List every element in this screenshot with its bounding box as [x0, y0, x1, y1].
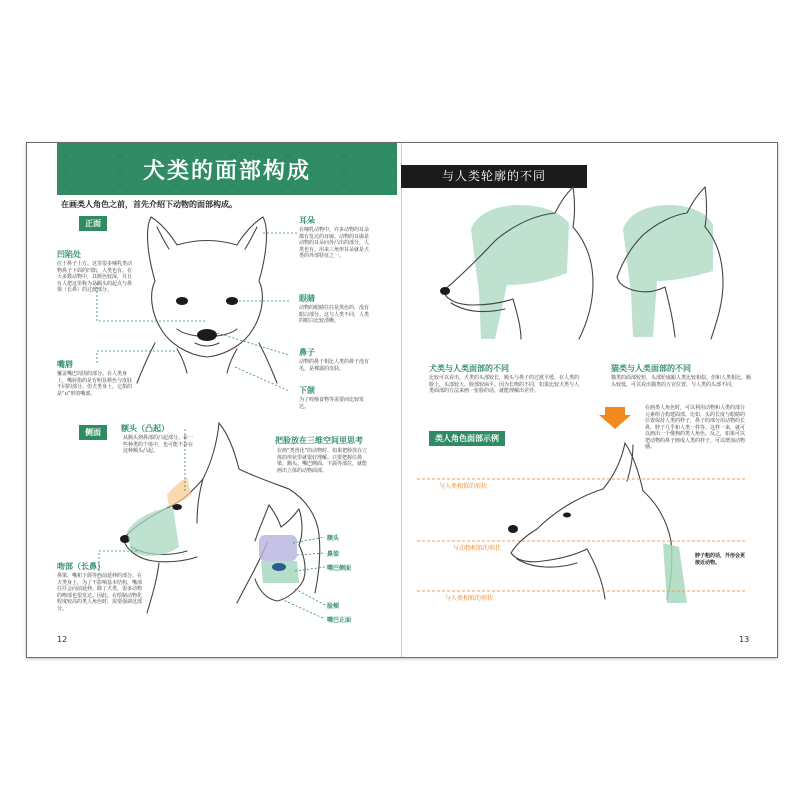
label-eye: 眼睛 — [299, 294, 315, 303]
example-tag: 类人角色面部示例 — [429, 431, 505, 446]
example-note: 在画类人角色时，可以利用动物和人类的部分元素组合构建面部。比如，头的长度与眼睛的位置保持人类的样子，鼻子的部分用动物的长鼻，脖子几乎和人类一样等。这样一来，就可以画出一个像狗的类人角色。反之，如果可以把动物的鼻子画成人类的样子，可以增加动物感。 — [645, 405, 746, 450]
guide-label-human-2: 与人类相似的形状 — [445, 595, 494, 602]
guide-label-animal: 与动物相似的形状 — [453, 545, 502, 552]
note-stop: 位于鼻子上方。这里很多哺乳类动物鼻子下面的凹陷，人类也有。在大多数动物中，其颜色较深，并且有人把这里称为是额头的起点与鼻梁（长鼻）的过渡部分。 — [57, 261, 133, 293]
label-stop: 凹陷处 — [57, 250, 81, 259]
label-think-3d: 把脸放在三维空间里思考 — [275, 436, 363, 445]
small-label-forehead: 额头 — [327, 535, 340, 542]
page-number-right: 13 — [739, 635, 750, 644]
note-think-3d: 在画“类兽化”的动物时，如果把脸放在立体的形状里就很好理解。只要把握住鼻梁、额头、嘴巴侧面、下颌等部位，就能画出立体的动物面部。 — [277, 448, 368, 474]
front-view-tag: 正面 — [79, 216, 107, 231]
small-label-mouth-side: 嘴巴侧面 — [327, 565, 352, 572]
label-jaw: 下颌 — [299, 386, 315, 395]
label-ear: 耳朵 — [299, 216, 315, 225]
small-label-bridge: 鼻梁 — [327, 551, 340, 558]
small-label-mouth-front: 嘴巴正面 — [327, 617, 352, 624]
note-muzzle: 鼻梁、嘴和下颌等向前延伸的部分。在犬类身上，为了不影响基本结构，嘴部往往会向前延伸。除了犬类，很多动物的吻部也很发达。因此，在绘制动物化程度较高的类人角色时，需要强调这部分。 — [57, 573, 143, 612]
label-mouth: 嘴唇 — [57, 360, 73, 369]
caption-cat-vs-human: 猫类与人类面部的不同 — [611, 364, 691, 373]
note-mouth: 覆盖嘴巴周围的部分。在人类身上，嘴唇指的是有明显颜色与皮肤不同的部分。但犬类身上，它指的是“u”形的嘴部。 — [57, 371, 133, 397]
note-cat-vs-human: 猫类的面部较短，头部轮廓跟人类比较相似。但和人类相比，额头较低，可以看出猫类的五官位置，与人类的头部不同。 — [611, 375, 752, 388]
caption-dog-vs-human: 犬类与人类面部的不同 — [429, 364, 509, 373]
note-dog-vs-human: 比较可以看出，犬类的头部较长，额头与鼻子的过渡平缓。在人类的脸上，头部较大，脸部较扁平。因为长吻的不同，如果比较犬类与人类面部的方法来画一张脸的话，就能理解出差异。 — [429, 375, 580, 394]
note-forehead: 从额头到鼻部的凸起部分。在一些种类的个体中，也可能不存在这种额头凸起。 — [123, 435, 194, 454]
book-spread — [26, 142, 778, 658]
page-title: 犬类的面部构成 — [142, 158, 311, 184]
page-number-left: 12 — [57, 635, 68, 644]
neck-note: 脖子粗的话，外形会更接近动物。 — [695, 553, 746, 566]
small-label-cheek: 脸颊 — [327, 603, 340, 610]
example-dog-outline — [537, 443, 672, 599]
label-nose: 鼻子 — [299, 348, 315, 357]
side-view-tag: 侧面 — [79, 425, 107, 440]
guide-label-human-1: 与人类相似的形状 — [439, 483, 488, 490]
note-ear: 在哺乳动物中，许多动物的耳朵都有发达的耳廓。动物的耳廓是动物的耳朵向外凸出的部分，人类也有。用来三角形耳朵就是犬类的外部特征之一。 — [299, 227, 370, 259]
down-arrow-icon — [599, 407, 631, 429]
note-jaw: 为了咬啮食物等需要而比较发达。 — [299, 397, 365, 410]
note-nose: 动物的鼻子相比人类的鼻子没有毛，是裸露的皮肤。 — [299, 359, 370, 372]
note-eye: 动物的眼睛往往是黑色的，没有眼白部分。这与人类不同，人类的眼白比较清晰。 — [299, 305, 370, 324]
label-muzzle: 吻部（长鼻） — [57, 562, 105, 571]
right-page-title: 与人类轮廓的不同 — [401, 165, 587, 188]
right-illustrations — [27, 143, 777, 657]
label-forehead: 额头（凸起） — [121, 424, 169, 433]
intro-text: 在画类人角色之前，首先介绍下动物的面部构成。 — [61, 200, 237, 209]
